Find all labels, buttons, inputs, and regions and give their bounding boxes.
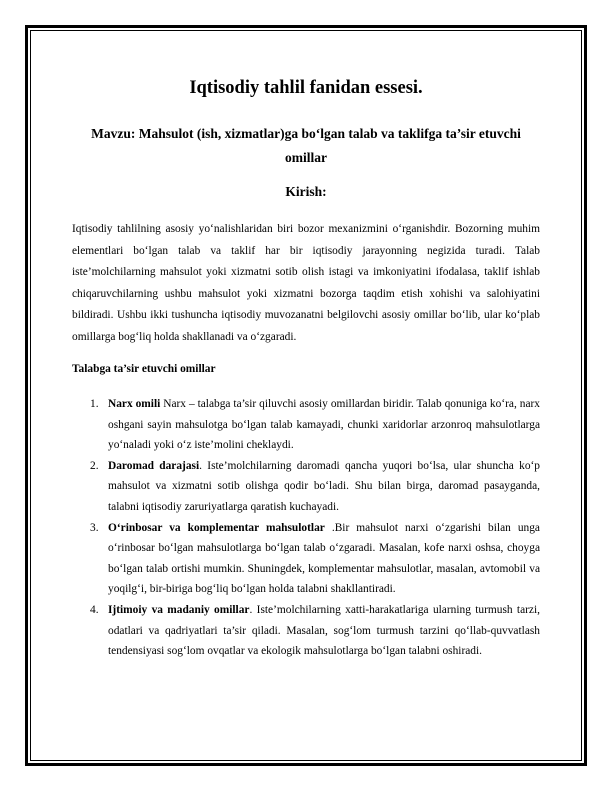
list-item-number: 2. bbox=[90, 459, 99, 472]
list-item-term: Narx omili bbox=[108, 398, 161, 410]
list-item-term: O‘rinbosar va komplementar mahsulotlar bbox=[108, 521, 325, 534]
list-item-text: . Iste’molchilarning xatti-harakatlariga ularning turmush tarzi, odatlari va qadriyatlari ta’sir qiladi. Masalan, sog‘lom turmush tarzini qo‘llab-quvvatlash tendensiyasi sog‘lom ovqatlar va ekologik mahsulotlarga bo‘lgan talabni oshiradi. bbox=[108, 603, 540, 658]
list-item-number: 4. bbox=[90, 603, 99, 616]
list-item bbox=[72, 600, 540, 662]
intro-paragraph: Iqtisodiy tahlilning asosiy yo‘nalishlaridan biri bozor mexanizmini o‘rganishdir. Bozorning muhim elementlari bo‘lgan talab va taklif har bir iqtisodiy jarayonning negizida turadi. Talab iste’molchilarning mahsulot yoki xizmatni sotib olish istagi va imkoniyatini ifodalasa, taklif ishlab chiqaruvchilarning ushbu mahsulot yoki xizmatni bozorga taqdim etish xohishi va salohiyatini bildiradi. Ushbu ikki tushuncha iqtisodiy muvozanatni belgilovchi asosiy omillar bo‘lib, ular ko‘plab omillarga bog‘liq holda shakllanadi va o‘zgaradi. bbox=[72, 223, 540, 343]
section-heading: Talabga ta’sir etuvchi omillar bbox=[72, 363, 216, 375]
list-item bbox=[72, 456, 540, 518]
document-title: Iqtisodiy tahlil fanidan essesi. bbox=[189, 78, 423, 98]
factors-list bbox=[72, 394, 540, 662]
document-subtitle: Mavzu: Mahsulot (ish, xizmatlar)ga bo‘lgan talab va taklifga ta’sir etuvchi omillar bbox=[91, 126, 521, 165]
list-item-number: 3. bbox=[90, 521, 99, 534]
intro-heading: Kirish: bbox=[285, 184, 327, 199]
list-item-number: 1. bbox=[90, 398, 99, 410]
list-item-term: Daromad darajasi bbox=[108, 459, 200, 472]
list-item bbox=[72, 394, 540, 456]
list-item-text: . Iste’molchilarning daromadi qancha yuqori bo‘lsa, ular shuncha ko‘p mahsulot va xizmatni sotib olishga qodir bo‘ladi. Shu bilan birga, daromad pasayganda, talabni iqtisodiy zaruriyatlarga qaratish kuchayadi. bbox=[108, 459, 541, 513]
list-item-text: .Bir mahsulot narxi o‘zgarishi bilan unga o‘rinbosar bo‘lgan mahsulotlarga bo‘lgan talab o‘zgaradi. Masalan, kofe narxi oshsa, choyga bo‘lgan talab ortishi mumkin. Shuningdek, komplementar mahsulotlar, masalan, avtomobil va yoqilg‘i, bir-biriga bog‘liq bo‘lgan holda talabni shakllantiradi. bbox=[108, 521, 540, 596]
list-item-text: Narx – talabga ta’sir qiluvchi asosiy omillardan biridir. Talab qonuniga ko‘ra, narx oshgani sayin mahsulotga bo‘lgan talab kamayadi, chunki xaridorlar arzonroq mahsulotlarga yo‘naladi yoki o‘z iste’molini cheklaydi. bbox=[108, 398, 540, 452]
list-item-term: Ijtimoiy va madaniy omillar bbox=[108, 603, 250, 616]
document-body bbox=[72, 76, 540, 662]
list-item bbox=[72, 518, 540, 600]
